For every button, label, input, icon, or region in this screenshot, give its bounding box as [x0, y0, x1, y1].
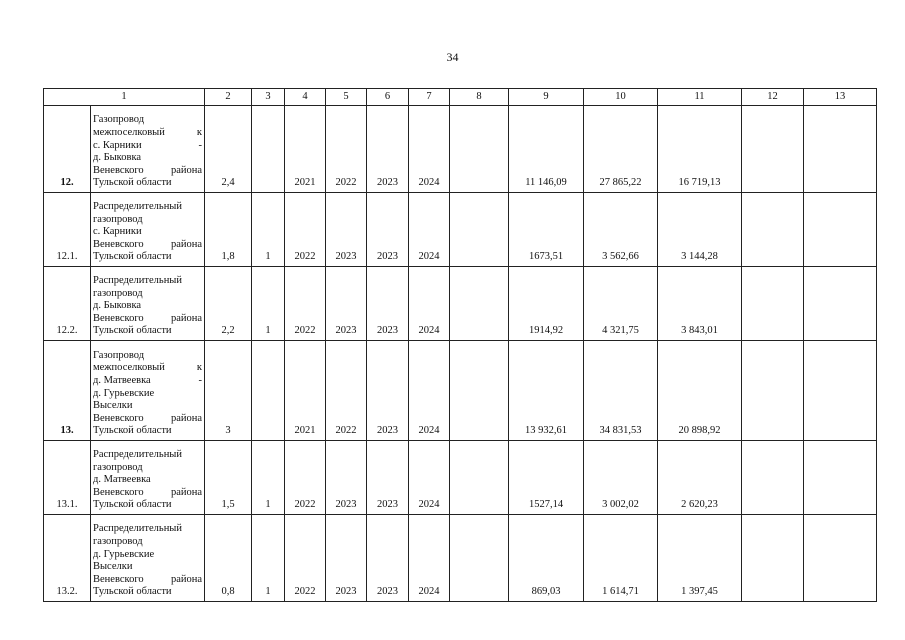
object-name-line: Тульской области	[93, 177, 172, 189]
object-name-line: Распределительный	[93, 201, 182, 213]
value-cell-col-7: 2024	[409, 193, 450, 267]
table-row	[44, 193, 877, 267]
object-name-cell	[91, 441, 205, 515]
value-cell-col-2: 2,2	[205, 267, 252, 341]
value-cell-col-7: 2024	[409, 515, 450, 602]
object-name-part: к	[196, 127, 202, 139]
row-number-cell: 12.1.	[44, 193, 91, 267]
object-name-line	[93, 140, 202, 153]
value-cell-col-12	[742, 106, 804, 193]
header-cell: 12	[742, 89, 804, 106]
value-cell-col-12	[742, 515, 804, 602]
value-cell-col-4: 2021	[285, 106, 326, 193]
value-cell-col-9: 11 146,09	[509, 106, 584, 193]
value-cell-col-2: 1,5	[205, 441, 252, 515]
object-name-part: района	[170, 412, 202, 424]
value-cell-col-10: 1 614,71	[584, 515, 658, 602]
header-cell: 6	[367, 89, 409, 106]
object-name-line: д. Матвеевка	[93, 474, 151, 486]
object-name-cell	[91, 515, 205, 602]
value-cell-col-11: 20 898,92	[658, 341, 742, 441]
row-number-cell: 13.	[44, 341, 91, 441]
object-name-line: Распределительный	[93, 449, 182, 461]
object-name-line: Тульской области	[93, 325, 172, 337]
object-name-part: к	[196, 362, 202, 374]
value-cell-col-8	[450, 441, 509, 515]
object-name-part: района	[170, 573, 202, 585]
value-cell-col-8	[450, 341, 509, 441]
object-name-line	[93, 487, 202, 500]
value-cell-col-7: 2024	[409, 341, 450, 441]
value-cell-col-12	[742, 193, 804, 267]
data-table	[43, 88, 877, 602]
object-name-line: д. Гурьевские	[93, 548, 155, 560]
value-cell-col-8	[450, 106, 509, 193]
value-cell-col-6: 2023	[367, 515, 409, 602]
value-cell-col-5: 2023	[326, 193, 367, 267]
object-name-part: Веневского	[93, 486, 144, 498]
object-name-part: -	[198, 375, 202, 387]
object-name-part: района	[170, 486, 202, 498]
value-cell-col-3: 1	[252, 267, 285, 341]
value-cell-col-12	[742, 267, 804, 341]
value-cell-col-13	[804, 515, 877, 602]
value-cell-col-5: 2023	[326, 267, 367, 341]
object-name-line: газопровод	[93, 461, 143, 473]
value-cell-col-13	[804, 267, 877, 341]
object-name-line	[93, 313, 202, 326]
header-cell: 10	[584, 89, 658, 106]
value-cell-col-5: 2022	[326, 341, 367, 441]
object-name-part: Веневского	[93, 412, 144, 424]
object-name-line	[93, 362, 202, 375]
value-cell-col-11: 3 144,28	[658, 193, 742, 267]
value-cell-col-4: 2022	[285, 515, 326, 602]
value-cell-col-8	[450, 193, 509, 267]
header-cell: 4	[285, 89, 326, 106]
value-cell-col-10: 3 562,66	[584, 193, 658, 267]
header-cell: 1	[44, 89, 205, 106]
value-cell-col-7: 2024	[409, 441, 450, 515]
object-name-line: Тульской области	[93, 425, 172, 437]
object-name-line	[93, 413, 202, 426]
value-cell-col-2: 2,4	[205, 106, 252, 193]
value-cell-col-13	[804, 341, 877, 441]
object-name-part: межпоселковый	[93, 127, 165, 139]
value-cell-col-4: 2021	[285, 341, 326, 441]
object-name-part: с. Карники	[93, 139, 142, 151]
value-cell-col-4: 2022	[285, 193, 326, 267]
table-row	[44, 267, 877, 341]
page-number: 34	[446, 50, 459, 64]
table-row	[44, 515, 877, 602]
object-name-cell	[91, 341, 205, 441]
object-name-line: Газопровод	[93, 114, 145, 126]
object-name-part: Веневского	[93, 312, 144, 324]
value-cell-col-9: 13 932,61	[509, 341, 584, 441]
value-cell-col-3: 1	[252, 193, 285, 267]
object-name-part: Веневского	[93, 238, 144, 250]
value-cell-col-12	[742, 441, 804, 515]
header-cell: 3	[252, 89, 285, 106]
object-name-part: -	[198, 139, 202, 151]
value-cell-col-10: 34 831,53	[584, 341, 658, 441]
object-name-line: Тульской области	[93, 586, 172, 598]
object-name-line: газопровод	[93, 536, 143, 548]
value-cell-col-5: 2023	[326, 515, 367, 602]
object-name-part: Веневского	[93, 573, 144, 585]
value-cell-col-6: 2023	[367, 267, 409, 341]
object-name-line	[93, 127, 202, 140]
value-cell-col-11: 16 719,13	[658, 106, 742, 193]
value-cell-col-13	[804, 193, 877, 267]
value-cell-col-9: 1673,51	[509, 193, 584, 267]
header-cell: 9	[509, 89, 584, 106]
object-name-line: д. Быковка	[93, 300, 142, 312]
object-name-line	[93, 574, 202, 587]
value-cell-col-6: 2023	[367, 106, 409, 193]
object-name-part: района	[170, 164, 202, 176]
value-cell-col-12	[742, 341, 804, 441]
value-cell-col-11: 2 620,23	[658, 441, 742, 515]
header-cell: 8	[450, 89, 509, 106]
object-name-part: д. Матвеевка	[93, 375, 151, 387]
object-name-cell	[91, 193, 205, 267]
object-name-line: газопровод	[93, 213, 143, 225]
value-cell-col-10: 27 865,22	[584, 106, 658, 193]
object-name-part: Веневского	[93, 164, 144, 176]
value-cell-col-2: 3	[205, 341, 252, 441]
value-cell-col-9: 1527,14	[509, 441, 584, 515]
object-name-line	[93, 375, 202, 388]
value-cell-col-8	[450, 267, 509, 341]
row-number-cell: 12.2.	[44, 267, 91, 341]
value-cell-col-3	[252, 106, 285, 193]
value-cell-col-6: 2023	[367, 341, 409, 441]
object-name-line: Распределительный	[93, 275, 182, 287]
value-cell-col-5: 2022	[326, 106, 367, 193]
value-cell-col-8	[450, 515, 509, 602]
value-cell-col-10: 4 321,75	[584, 267, 658, 341]
value-cell-col-4: 2022	[285, 267, 326, 341]
object-name-line: Тульской области	[93, 251, 172, 263]
object-name-line	[93, 239, 202, 252]
header-cell: 7	[409, 89, 450, 106]
object-name-cell	[91, 267, 205, 341]
value-cell-col-5: 2023	[326, 441, 367, 515]
object-name-line: Выселки	[93, 561, 133, 573]
table-row	[44, 441, 877, 515]
object-name-part: района	[170, 238, 202, 250]
object-name-line: газопровод	[93, 287, 143, 299]
value-cell-col-13	[804, 441, 877, 515]
table-row	[44, 106, 877, 193]
object-name-line: Газопровод	[93, 349, 145, 361]
object-name-cell	[91, 106, 205, 193]
value-cell-col-9: 1914,92	[509, 267, 584, 341]
value-cell-col-7: 2024	[409, 106, 450, 193]
object-name-part: межпоселковый	[93, 362, 165, 374]
object-name-line: Распределительный	[93, 523, 182, 535]
value-cell-col-3: 1	[252, 515, 285, 602]
value-cell-col-6: 2023	[367, 193, 409, 267]
object-name-line: Тульской области	[93, 499, 172, 511]
value-cell-col-10: 3 002,02	[584, 441, 658, 515]
value-cell-col-2: 1,8	[205, 193, 252, 267]
value-cell-col-6: 2023	[367, 441, 409, 515]
header-cell: 13	[804, 89, 877, 106]
object-name-part: района	[170, 312, 202, 324]
header-row	[44, 89, 877, 106]
row-number-cell: 13.2.	[44, 515, 91, 602]
value-cell-col-3: 1	[252, 441, 285, 515]
header-cell: 2	[205, 89, 252, 106]
header-cell: 11	[658, 89, 742, 106]
table-row	[44, 341, 877, 441]
object-name-line: д. Быковка	[93, 152, 142, 164]
value-cell-col-13	[804, 106, 877, 193]
row-number-cell: 12.	[44, 106, 91, 193]
object-name-line	[93, 165, 202, 178]
value-cell-col-4: 2022	[285, 441, 326, 515]
object-name-line: с. Карники	[93, 226, 142, 238]
object-name-line: д. Гурьевские	[93, 387, 155, 399]
row-number-cell: 13.1.	[44, 441, 91, 515]
value-cell-col-7: 2024	[409, 267, 450, 341]
header-cell: 5	[326, 89, 367, 106]
value-cell-col-11: 3 843,01	[658, 267, 742, 341]
value-cell-col-3	[252, 341, 285, 441]
value-cell-col-9: 869,03	[509, 515, 584, 602]
value-cell-col-11: 1 397,45	[658, 515, 742, 602]
value-cell-col-2: 0,8	[205, 515, 252, 602]
object-name-line: Выселки	[93, 400, 133, 412]
